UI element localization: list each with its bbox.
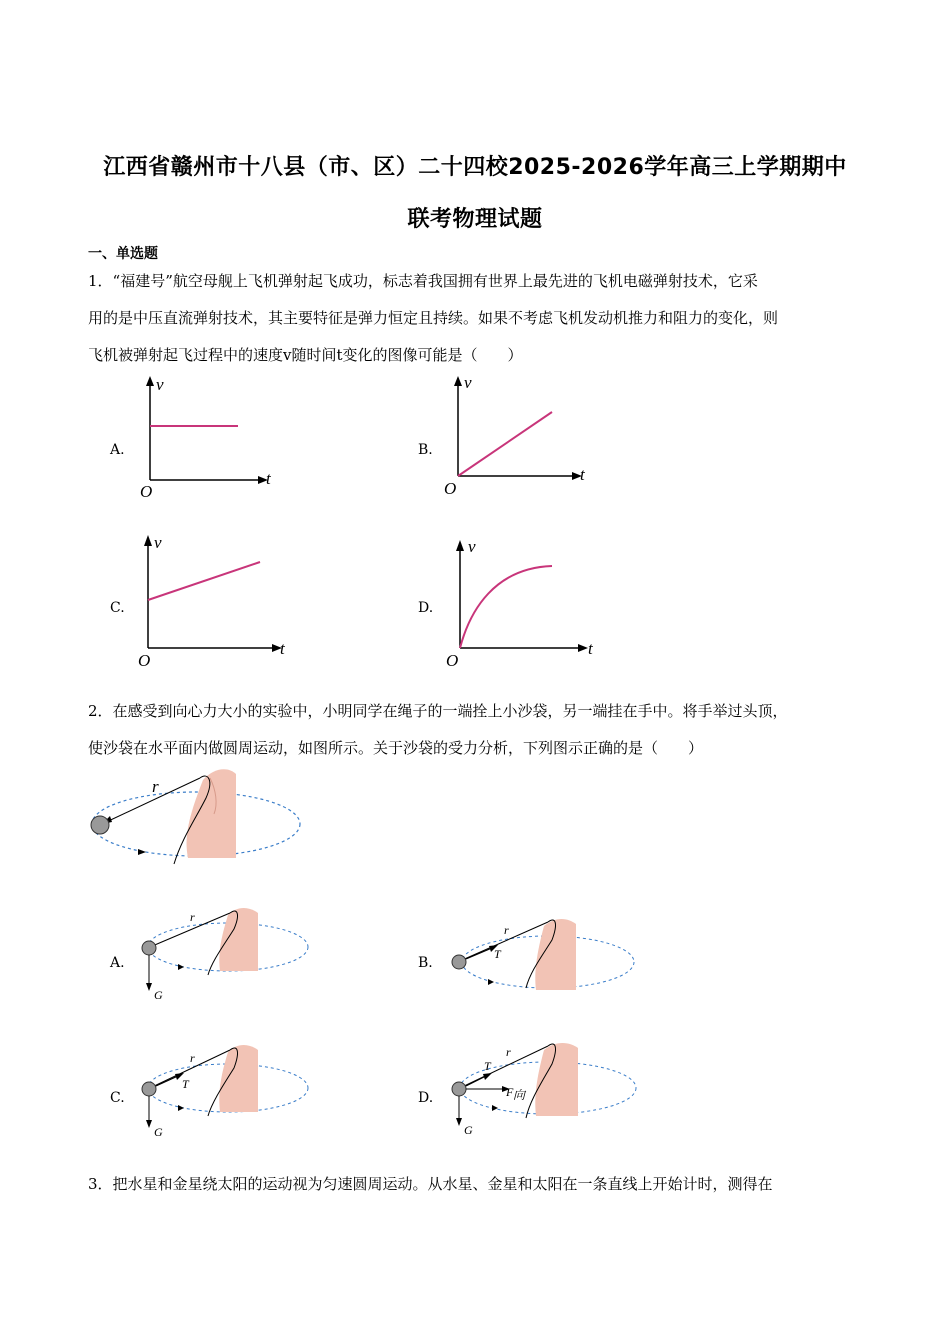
q2-line-1: 2．在感受到向心力大小的实验中，小明同学在绳子的一端拴上小沙袋，另一端挂在手中。将手举过头顶， <box>88 702 788 720</box>
q1-b-t-label: t <box>580 465 585 484</box>
q1-option-a-label: A. <box>110 442 125 458</box>
q1-graph-c <box>130 530 300 670</box>
q2-figure-a <box>138 905 318 1005</box>
q1-a-t-label: t <box>266 469 271 488</box>
exam-title-line-1: 江西省赣州市十八县（市、区）二十四校2025-2026学年高三上学期期中 <box>103 155 847 180</box>
q1-c-curve <box>148 562 260 600</box>
exam-title-line-2: 联考物理试题 <box>407 207 543 232</box>
q1-b-v-label: v <box>464 373 472 392</box>
q1-graph-a <box>130 372 290 502</box>
q2-c-g-label: G <box>154 1125 163 1139</box>
q2-c-t-label: T <box>182 1077 189 1091</box>
q2-b-t-label: T <box>494 947 501 961</box>
q2-option-a-label: A. <box>110 955 125 971</box>
q2-option-d-label: D. <box>418 1090 434 1106</box>
q2-main-r-label: r <box>152 777 159 796</box>
q1-a-origin-label: O <box>140 482 153 501</box>
q1-c-origin-label: O <box>138 651 151 670</box>
q2-c-r-label: r <box>190 1051 195 1065</box>
q2-main-figure <box>88 768 308 868</box>
q1-b-origin-label: O <box>444 479 457 498</box>
q1-graph-b <box>440 372 600 502</box>
q2-option-b-label: B. <box>418 955 433 971</box>
q3-line-1: 3．把水星和金星绕太阳的运动视为匀速圆周运动。从水星、金星和太阳在一条直线上开始计时，测得在 <box>88 1175 773 1193</box>
q1-line-2: 用的是中压直流弹射技术，其主要特征是弹力恒定且持续。如果不考虑飞机发动机推力和阻力的变化，则 <box>88 309 779 327</box>
q1-graph-d <box>440 530 610 670</box>
q2-figure-b <box>448 912 648 1012</box>
q1-line-1: 1．“福建号”航空母舰上飞机弹射起飞成功，标志着我国拥有世界上最先进的飞机电磁弹射技术，它采 <box>88 272 758 290</box>
q2-a-g-label: G <box>154 988 163 1002</box>
q1-d-origin-label: O <box>446 651 459 670</box>
q1-c-v-label: v <box>154 533 162 552</box>
q2-b-r-label: r <box>504 923 509 937</box>
q1-d-v-label: v <box>468 537 476 556</box>
q2-figure-c <box>138 1042 318 1142</box>
q1-option-c-label: C. <box>110 600 125 616</box>
q2-figure-d <box>448 1038 648 1142</box>
q1-line-3: 飞机被弹射起飞过程中的速度v随时间t变化的图像可能是（ ） <box>88 346 523 364</box>
q1-a-v-label: v <box>156 375 164 394</box>
q2-a-r-label: r <box>190 910 195 924</box>
q2-option-c-label: C. <box>110 1090 125 1106</box>
q2-line-2: 使沙袋在水平面内做圆周运动，如图所示。关于沙袋的受力分析，下列图示正确的是（ ） <box>88 739 704 757</box>
q1-d-t-label: t <box>588 639 593 658</box>
q1-b-curve <box>458 412 552 476</box>
q1-d-curve <box>460 566 552 648</box>
q2-d-t-label: T <box>484 1059 491 1073</box>
q2-d-f-subscript: 向 <box>513 1088 526 1102</box>
q2-d-r-label: r <box>506 1045 511 1059</box>
q2-d-f-label: F <box>506 1085 514 1099</box>
q1-option-d-label: D. <box>418 600 434 616</box>
q1-option-b-label: B. <box>418 442 433 458</box>
q1-c-t-label: t <box>280 639 285 658</box>
section-heading: 一、单选题 <box>88 246 158 262</box>
q2-main-hand <box>187 769 236 858</box>
q2-d-g-label: G <box>464 1123 473 1137</box>
